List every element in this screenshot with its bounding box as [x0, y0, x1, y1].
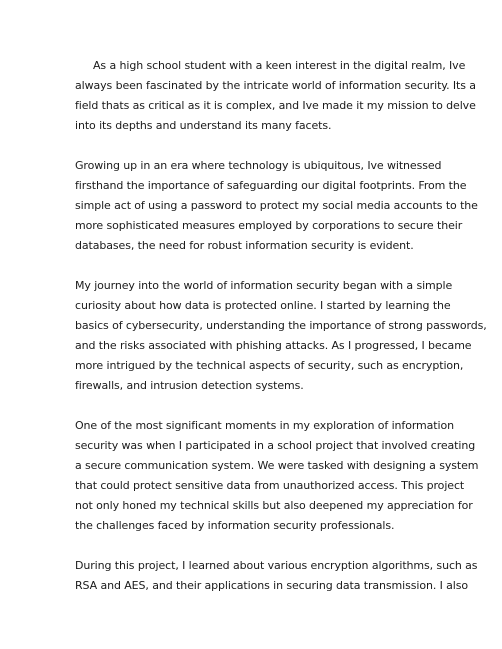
text-line: the challenges faced by information security professionals.	[75, 519, 395, 532]
text-line: RSA and AES, and their applications in securing data transmission. I also	[75, 579, 469, 592]
text-line: into its depths and understand its many facets.	[75, 119, 332, 132]
text-line: One of the most significant moments in my exploration of information	[75, 419, 454, 432]
text-line: not only honed my technical skills but also deepened my appreciation for	[75, 499, 473, 512]
text-line: a secure communication system. We were tasked with designing a system	[75, 459, 479, 472]
text-line: always been fascinated by the intricate world of information security. Its a	[75, 79, 476, 92]
text-line: As a high school student with a keen interest in the digital realm, Ive	[93, 59, 466, 72]
text-line: and the risks associated with phishing attacks. As I progressed, I became	[75, 339, 472, 352]
text-line: that could protect sensitive data from unauthorized access. This project	[75, 479, 465, 492]
text-line: firewalls, and intrusion detection systems.	[75, 379, 304, 392]
paragraph-3	[75, 276, 487, 396]
text-line: My journey into the world of information security began with a simple	[75, 279, 453, 292]
paragraph-4	[75, 416, 479, 536]
paragraph-2	[75, 156, 478, 256]
text-line: curiosity about how data is protected online. I started by learning the	[75, 299, 451, 312]
text-line: more sophisticated measures employed by corporations to secure their	[75, 219, 463, 232]
text-line: security was when I participated in a school project that involved creating	[75, 439, 476, 452]
text-line: basics of cybersecurity, understanding the importance of strong passwords,	[75, 319, 487, 332]
text-line: firsthand the importance of safeguarding our digital footprints. From the	[75, 179, 467, 192]
paragraph-5	[75, 556, 478, 596]
text-line: simple act of using a password to protect my social media accounts to the	[75, 199, 478, 212]
essay-text	[75, 56, 487, 616]
text-line: field thats as critical as it is complex, and Ive made it my mission to delve	[75, 99, 476, 112]
text-line: databases, the need for robust information security is evident.	[75, 239, 414, 252]
text-line: Growing up in an era where technology is ubiquitous, Ive witnessed	[75, 159, 442, 172]
text-line: more intrigued by the technical aspects of security, such as encryption,	[75, 359, 464, 372]
paragraph-1	[75, 56, 476, 136]
text-line: During this project, I learned about various encryption algorithms, such as	[75, 559, 478, 572]
